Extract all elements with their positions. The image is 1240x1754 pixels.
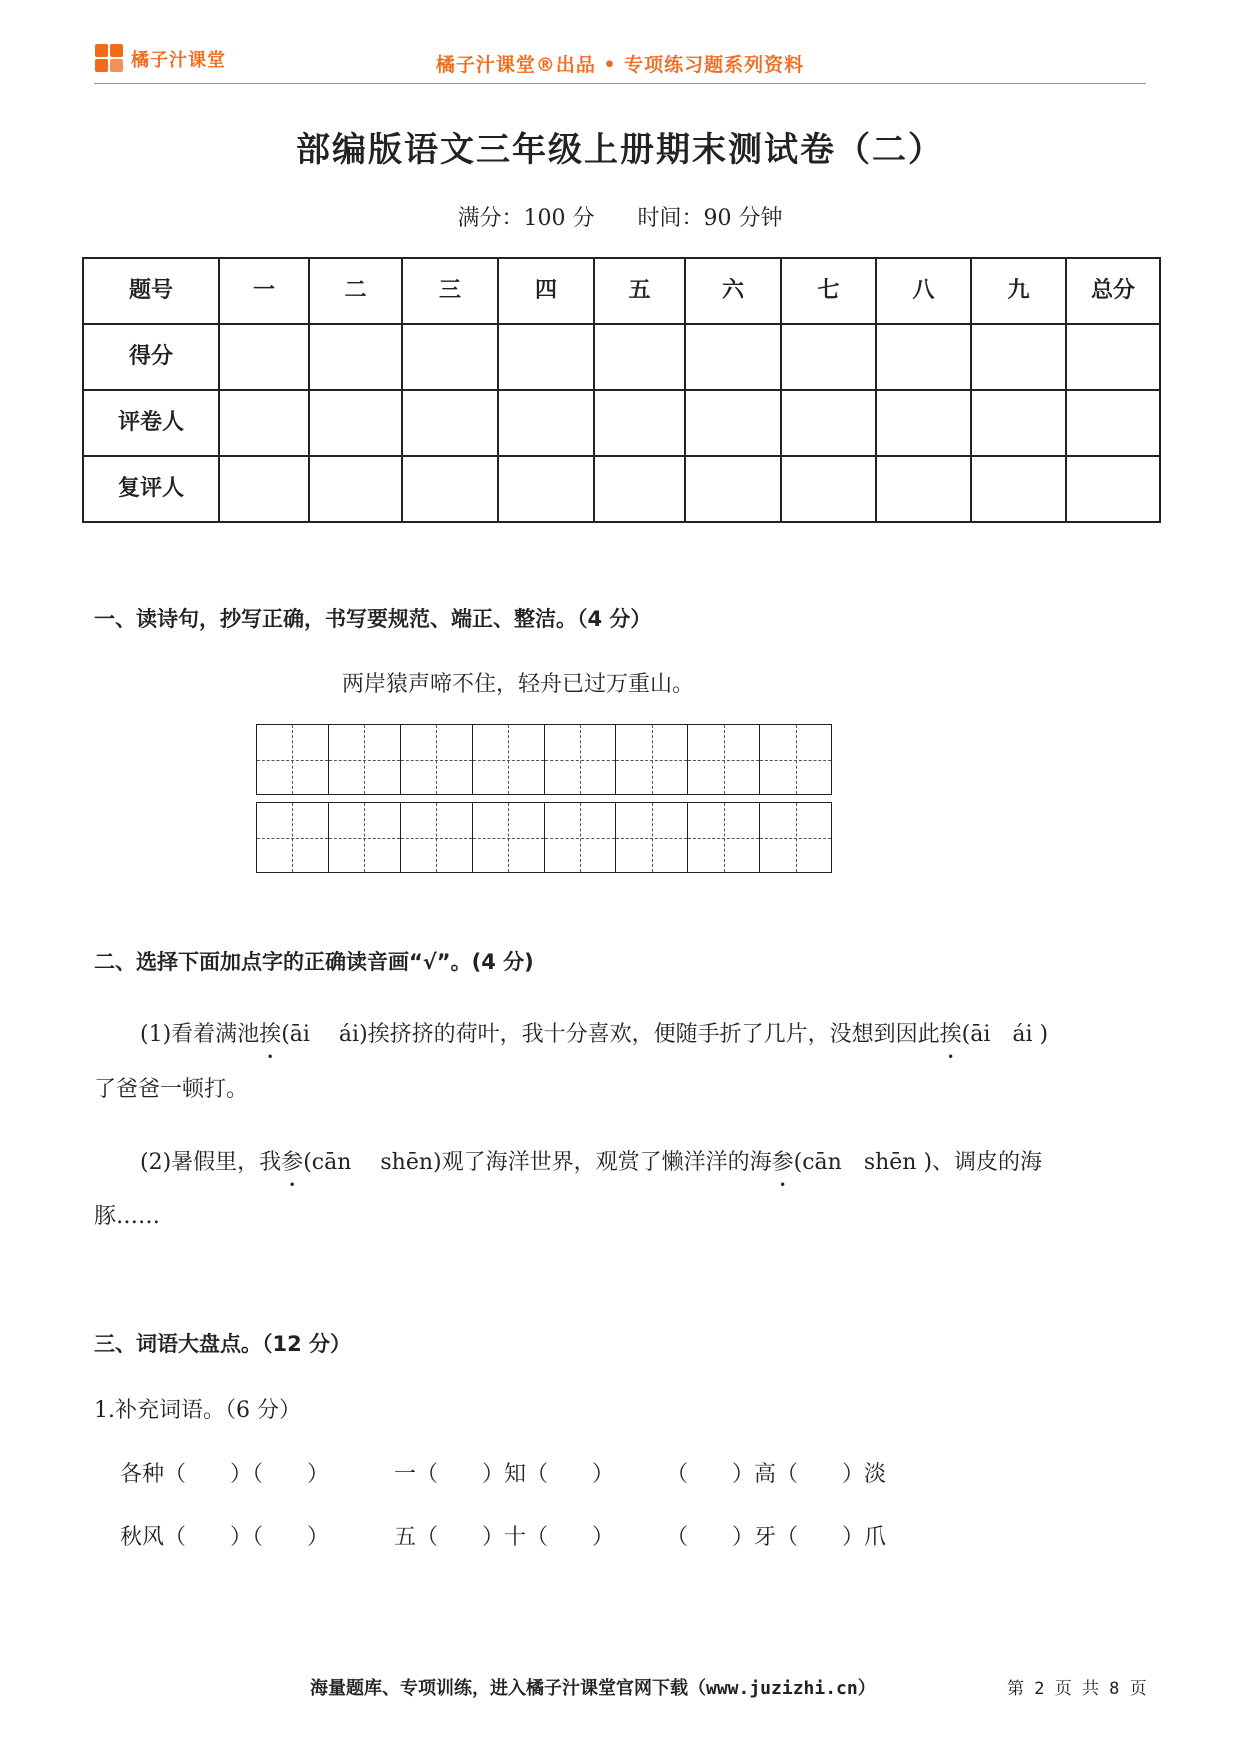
table-header-cell: 六 xyxy=(685,258,781,324)
sub-question-1: 1.补充词语。（6 分） xyxy=(94,1398,301,1423)
score-cell[interactable] xyxy=(1066,456,1160,522)
score-cell[interactable] xyxy=(685,390,781,456)
writing-cell[interactable] xyxy=(257,803,329,872)
score-cell[interactable] xyxy=(309,456,402,522)
writing-cell[interactable] xyxy=(616,725,688,794)
score-cell[interactable] xyxy=(219,456,309,522)
score-cell[interactable] xyxy=(498,324,594,390)
writing-cell[interactable] xyxy=(760,725,831,794)
row-label: 得分 xyxy=(83,324,219,390)
score-cell[interactable] xyxy=(309,390,402,456)
score-cell[interactable] xyxy=(971,324,1066,390)
score-cell[interactable] xyxy=(498,456,594,522)
writing-cell[interactable] xyxy=(329,725,401,794)
score-cell[interactable] xyxy=(594,324,685,390)
score-cell[interactable] xyxy=(402,324,498,390)
table-header-cell: 四 xyxy=(498,258,594,324)
word-fill-item[interactable]: 一（ ）知（ ） xyxy=(394,1462,615,1487)
dotted-char: 挨 xyxy=(259,1022,282,1047)
score-cell[interactable] xyxy=(876,390,971,456)
writing-cell[interactable] xyxy=(329,803,401,872)
table-header-cell: 总分 xyxy=(1066,258,1160,324)
writing-cell[interactable] xyxy=(760,803,831,872)
table-header-cell: 三 xyxy=(402,258,498,324)
writing-cell[interactable] xyxy=(545,725,617,794)
score-cell[interactable] xyxy=(876,456,971,522)
row-label: 复评人 xyxy=(83,456,219,522)
score-cell[interactable] xyxy=(971,390,1066,456)
question-2-1: (1)看着满池挨(āi ái)挨挤挤的荷叶，我十分喜欢，便随手折了几片，没想到因此挨(āi ái ) xyxy=(140,1017,1048,1048)
table-header-cell: 题号 xyxy=(83,258,219,324)
header-tagline: 橘子汁课堂®出品 • 专项练习题系列资料 xyxy=(435,54,805,76)
word-fill-item[interactable]: 五（ ）十（ ） xyxy=(394,1525,615,1550)
writing-grid-row[interactable] xyxy=(256,724,832,795)
score-cell[interactable] xyxy=(685,324,781,390)
footer-note: 海量题库、专项训练，进入橘子汁课堂官网下载（www.juzizhi.cn） xyxy=(310,1678,876,1699)
score-cell[interactable] xyxy=(781,390,876,456)
logo-text: 橘子汁课堂 xyxy=(131,50,226,71)
writing-cell[interactable] xyxy=(688,803,760,872)
score-cell[interactable] xyxy=(498,390,594,456)
writing-cell[interactable] xyxy=(257,725,329,794)
writing-cell[interactable] xyxy=(545,803,617,872)
question-2-2: (2)暑假里，我参(cān shēn)观了海洋世界，观赏了懒洋洋的海参(cān shēn )、调皮的海 xyxy=(140,1145,1042,1176)
dotted-char: 参 xyxy=(771,1150,794,1175)
score-cell[interactable] xyxy=(219,390,309,456)
table-header-cell: 二 xyxy=(309,258,402,324)
page-title: 部编版语文三年级上册期末测试卷（二） xyxy=(296,130,944,170)
score-cell[interactable] xyxy=(1066,324,1160,390)
table-header-cell: 五 xyxy=(594,258,685,324)
logo-icon xyxy=(95,44,125,74)
score-cell[interactable] xyxy=(309,324,402,390)
section-3-title: 三、词语大盘点。（12 分） xyxy=(94,1332,352,1356)
table-header-cell: 一 xyxy=(219,258,309,324)
table-row xyxy=(83,456,1160,522)
writing-cell[interactable] xyxy=(688,725,760,794)
header-divider xyxy=(94,83,1146,84)
poem-line: 两岸猿声啼不住，轻舟已过万重山。 xyxy=(342,672,695,697)
table-header-cell: 七 xyxy=(781,258,876,324)
score-cell[interactable] xyxy=(219,324,309,390)
section-1-title: 一、读诗句，抄写正确，书写要规范、端正、整洁。（4 分） xyxy=(94,607,652,631)
table-header-row xyxy=(83,258,1160,324)
word-fill-item[interactable]: （ ）牙（ ）爪 xyxy=(666,1525,887,1550)
word-fill-item[interactable]: 各种（ ）（ ） xyxy=(120,1462,330,1487)
word-fill-item[interactable]: 秋风（ ）（ ） xyxy=(120,1525,330,1550)
writing-cell[interactable] xyxy=(473,725,545,794)
writing-cell[interactable] xyxy=(401,803,473,872)
score-cell[interactable] xyxy=(1066,390,1160,456)
brand-logo xyxy=(95,44,226,74)
section-2-title: 二、选择下面加点字的正确读音画“√”。(4 分) xyxy=(94,950,534,974)
score-cell[interactable] xyxy=(685,456,781,522)
score-cell[interactable] xyxy=(594,390,685,456)
table-header-cell: 八 xyxy=(876,258,971,324)
score-cell[interactable] xyxy=(971,456,1066,522)
score-cell[interactable] xyxy=(594,456,685,522)
score-cell[interactable] xyxy=(876,324,971,390)
table-row xyxy=(83,390,1160,456)
writing-cell[interactable] xyxy=(401,725,473,794)
full-score: 满分：100 分 xyxy=(457,206,595,231)
writing-cell[interactable] xyxy=(473,803,545,872)
question-2-2-cont: 豚…… xyxy=(94,1204,161,1229)
row-label: 评卷人 xyxy=(83,390,219,456)
writing-grid-row[interactable] xyxy=(256,802,832,873)
exam-time: 时间：90 分钟 xyxy=(637,206,783,231)
word-fill-item[interactable]: （ ）高（ ）淡 xyxy=(666,1462,887,1487)
score-cell[interactable] xyxy=(402,390,498,456)
question-2-1-cont: 了爸爸一顿打。 xyxy=(94,1077,249,1102)
page-number: 第 2 页 共 8 页 xyxy=(1007,1679,1147,1699)
table-header-cell: 九 xyxy=(971,258,1066,324)
dotted-char: 挨 xyxy=(939,1022,962,1047)
score-cell[interactable] xyxy=(402,456,498,522)
exam-meta xyxy=(0,201,1240,232)
score-cell[interactable] xyxy=(781,324,876,390)
dotted-char: 参 xyxy=(281,1150,304,1175)
score-cell[interactable] xyxy=(781,456,876,522)
score-table xyxy=(82,257,1161,523)
table-row xyxy=(83,324,1160,390)
writing-cell[interactable] xyxy=(616,803,688,872)
